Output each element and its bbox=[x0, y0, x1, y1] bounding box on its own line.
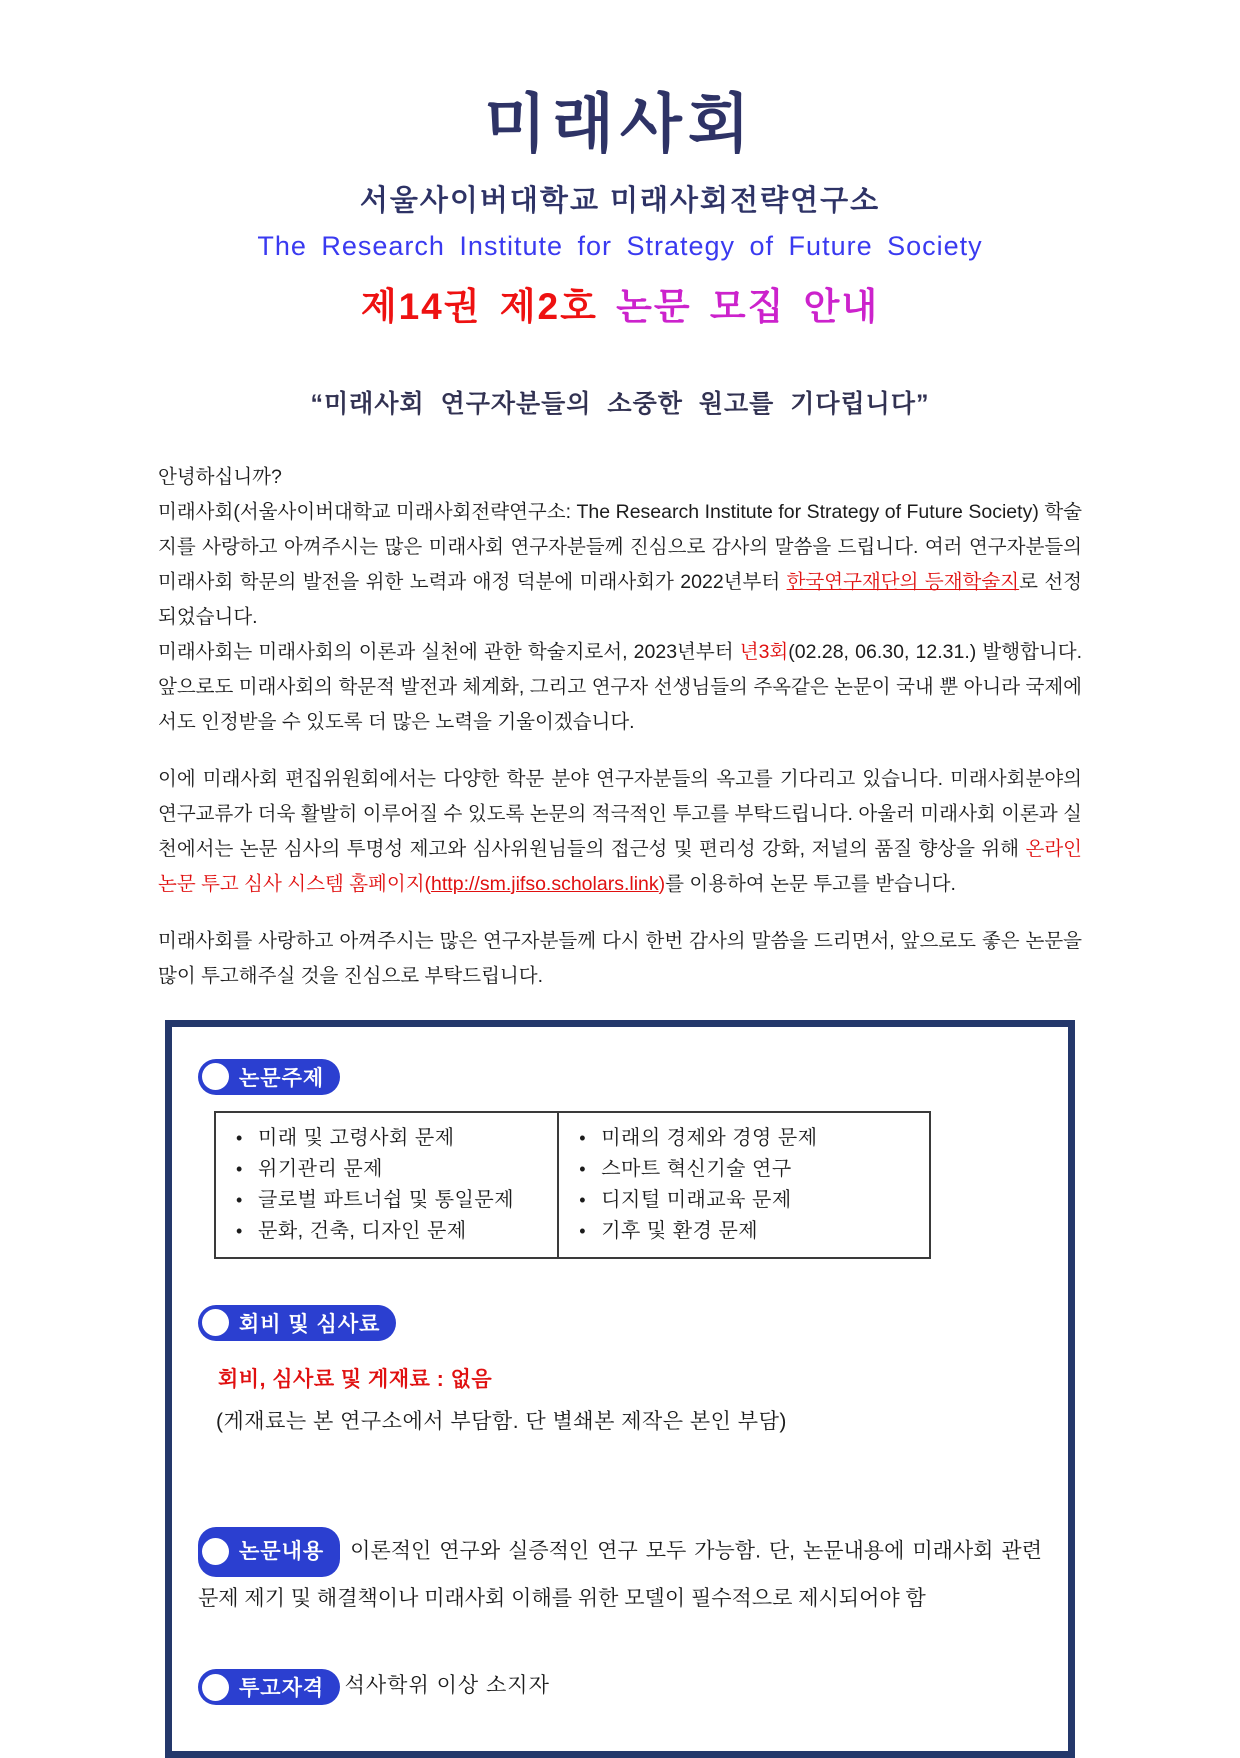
topic-item: • 미래의 경제와 경영 문제 bbox=[571, 1123, 919, 1154]
topic-item: • 스마트 혁신기술 연구 bbox=[571, 1154, 919, 1185]
paragraph-3-highlight-prefix: 온라인 논문 투고 심사 시스템 홈페이지( bbox=[158, 837, 1082, 895]
topics-badge-label: 논문주제 bbox=[239, 1066, 325, 1090]
journal-title: 미래사회 bbox=[484, 88, 756, 160]
content-paragraph bbox=[198, 1527, 1042, 1621]
paragraph-3 bbox=[158, 762, 1082, 902]
eligibility-badge bbox=[198, 1669, 340, 1705]
document-header bbox=[158, 88, 1082, 420]
info-box bbox=[165, 1020, 1075, 1758]
paragraph-1 bbox=[158, 495, 1082, 635]
paragraph-2-text-b: (02.28, 06.30, 12.31.) 발행합니다. 앞으로도 미래사회의 학문적 발전과 체계화, 그리고 연구자 선생님들의 주옥같은 논문이 국내 뿐 아니라 국제에서도 인정받을 수 있도록 더 많은 노력을 기울이겠습니다. bbox=[158, 640, 1083, 733]
content-badge-label: 논문내용 bbox=[239, 1539, 325, 1563]
header-quote: “미래사회 연구자분들의 소중한 원고를 기다립니다” bbox=[310, 389, 930, 418]
greeting-line: 안녕하십니까? bbox=[158, 465, 282, 488]
organization-name-korean: 서울사이버대학교 미래사회전략연구소 bbox=[359, 184, 881, 217]
paragraph-2 bbox=[158, 635, 1082, 740]
badge-circle-icon bbox=[202, 1538, 229, 1565]
topic-item: • 미래 및 고령사회 문제 bbox=[228, 1123, 547, 1154]
content-text: 이론적인 연구와 실증적인 연구 모두 가능함. 단, 논문내용에 미래사회 관련 문제 제기 및 해결책이나 미래사회 이해를 위한 모델이 필수적으로 제시되어야 함 bbox=[198, 1539, 1042, 1610]
call-label: 논문 모집 안내 bbox=[597, 285, 880, 327]
badge-circle-icon bbox=[202, 1674, 229, 1701]
badge-circle-icon bbox=[202, 1309, 229, 1336]
fees-note: (게재료는 본 연구소에서 부담함. 단 별쇄본 제작은 본인 부담) bbox=[216, 1409, 787, 1433]
organization-name-english: The Research Institute for Strategy of Future Society bbox=[257, 230, 983, 261]
content-badge bbox=[198, 1527, 340, 1577]
section-fees bbox=[198, 1305, 1042, 1435]
section-content bbox=[198, 1527, 1042, 1621]
paragraph-3-text-a: 이에 미래사회 편집위원회에서는 다양한 학문 분야 연구자분들의 옥고를 기다리고 있습니다. 미래사회분야의 연구교류가 더욱 활발히 이루어질 수 있도록 논문의 적극적인 투고를 부탁드립니다. 아울러 미래사회 이론과 실천에서는 논문 심사의 투명성 제고와 심사위원님들의 접근성 및 편리성 강화, 저널의 품질 향상을 위해 bbox=[158, 767, 1082, 860]
topic-item: • 위기관리 문제 bbox=[228, 1154, 547, 1185]
fees-highlight: 회비, 심사료 및 게재료 : 없음 bbox=[218, 1367, 493, 1391]
paragraph-2-highlight: 년3회 bbox=[739, 640, 789, 663]
paragraph-4: 미래사회를 사랑하고 아껴주시는 많은 연구자분들께 다시 한번 감사의 말씀을 드리면서, 앞으로도 좋은 논문을 많이 투고해주실 것을 진심으로 부탁드립니다. bbox=[158, 929, 1082, 987]
fees-badge-label: 회비 및 심사료 bbox=[239, 1312, 381, 1336]
topic-item: • 문화, 건축, 디자인 문제 bbox=[228, 1216, 547, 1247]
topics-column-left bbox=[215, 1112, 558, 1258]
fees-badge bbox=[198, 1305, 396, 1341]
topic-item: • 디지털 미래교육 문제 bbox=[571, 1185, 919, 1216]
topics-badge bbox=[198, 1059, 340, 1095]
issue-number: 제14권 제2호 bbox=[360, 285, 598, 327]
letter-body bbox=[158, 460, 1082, 994]
section-topics bbox=[198, 1059, 1042, 1259]
topic-item: • 기후 및 환경 문제 bbox=[571, 1216, 919, 1247]
eligibility-text: 석사학위 이상 소지자 bbox=[344, 1673, 550, 1697]
section-eligibility bbox=[198, 1669, 1042, 1706]
paragraph-3-text-b: 를 이용하여 논문 투고를 받습니다. bbox=[665, 872, 956, 895]
paragraph-1-text-b: 로 선정되었습니다. bbox=[158, 570, 1082, 628]
topics-table bbox=[214, 1111, 931, 1259]
call-for-papers-title bbox=[158, 276, 1082, 330]
submission-system-link[interactable]: http://sm.jifso.scholars.link bbox=[431, 872, 659, 895]
paragraph-2-text-a: 미래사회는 미래사회의 이론과 실천에 관한 학술지로서, 2023년부터 bbox=[158, 640, 740, 663]
paragraph-1-highlight: 한국연구재단의 등재학술지 bbox=[786, 570, 1020, 593]
eligibility-badge-label: 투고자격 bbox=[239, 1677, 325, 1701]
paragraph-3-highlight-suffix: ) bbox=[658, 872, 666, 895]
topic-item: • 글로벌 파트너쉽 및 통일문제 bbox=[228, 1185, 547, 1216]
paragraph-1-text-a: 미래사회(서울사이버대학교 미래사회전략연구소: The Research Institute for Strategy of Future Society) 학술지를 사랑하고 아껴주시는 많은 미래사회 연구자분들께 진심으로 감사의 말씀을 드립니다. 여러 연구자분들의 미래사회 학문의 발전을 위한 노력과 애정 덕분에 미래사회가 2022년부터 bbox=[158, 500, 1082, 593]
badge-circle-icon bbox=[202, 1063, 229, 1090]
topics-column-right bbox=[558, 1112, 930, 1258]
